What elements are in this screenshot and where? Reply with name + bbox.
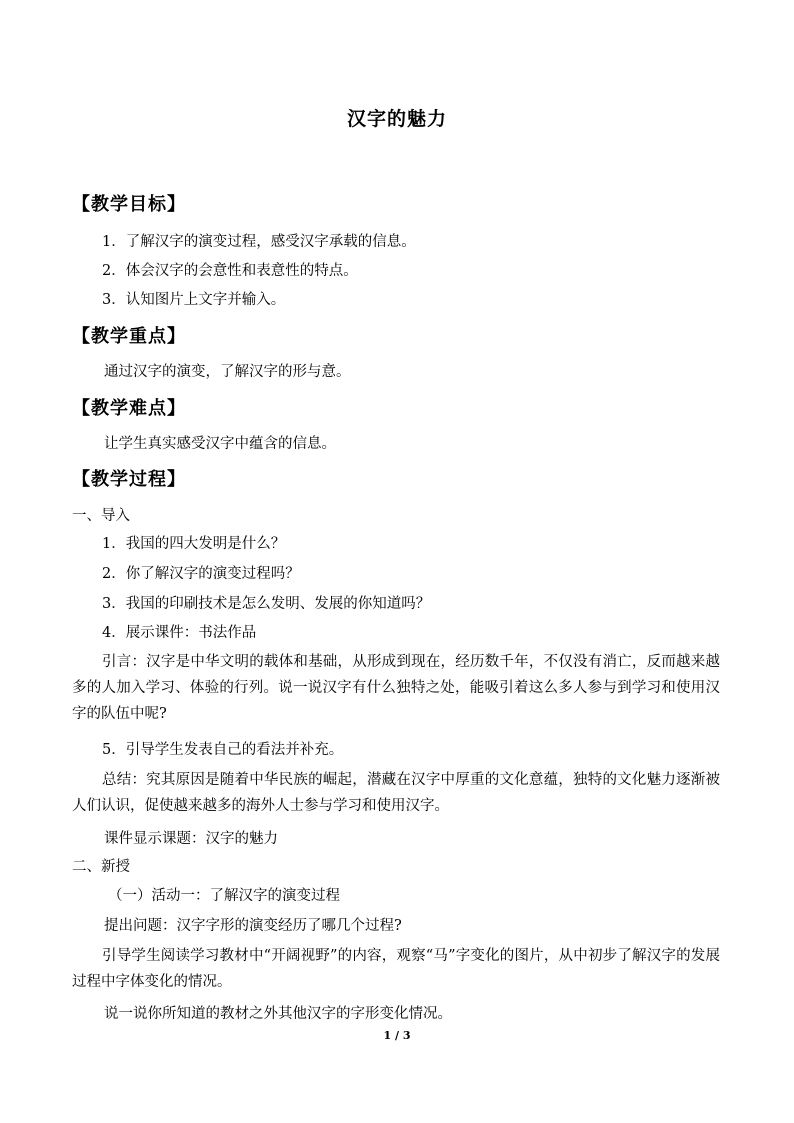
goal-item-3: 3．认知图片上文字并输入。 xyxy=(102,292,286,308)
part2-heading: 二、新授 xyxy=(72,859,130,875)
heading-process: 【教学过程】 xyxy=(72,469,186,490)
heading-key-points: 【教学重点】 xyxy=(72,326,186,347)
guide-paragraph: 引导学生阅读学习教材中“开阔视野”的内容，观察“马”字变化的图片，从中初步了解汉字的发展过程中字体变化的情况。 xyxy=(72,948,720,990)
page-number: 1 / 3 xyxy=(383,1029,411,1042)
part1-item-4: 4．展示课件：书法作品 xyxy=(102,625,257,641)
part1-heading: 一、导入 xyxy=(72,508,130,524)
part1-item-5: 5．引导学生发表自己的看法并补充。 xyxy=(102,742,344,758)
part1-item-1: 1．我国的四大发明是什么？ xyxy=(102,536,286,552)
intro-paragraph: 引言：汉字是中华文明的载体和基础，从形成到现在，经历数千年，不仅没有消亡，反而越来越多的人加入学习、体验的行列。说一说汉字有什么独特之处，能吸引着这么多人参与到学习和使用汉字的队伍中呢? xyxy=(72,654,720,722)
document-title: 汉字的魅力 xyxy=(346,108,447,130)
activity-1-heading: （一）活动一：了解汉字的演变过程 xyxy=(108,888,340,904)
heading-difficulties: 【教学难点】 xyxy=(72,398,186,419)
part1-item-2: 2．你了解汉字的演变过程吗？ xyxy=(102,566,300,582)
heading-teaching-goals: 【教学目标】 xyxy=(72,194,186,215)
goal-item-1: 1．了解汉字的演变过程，感受汉字承载的信息。 xyxy=(102,234,416,250)
discuss-line: 说一说你所知道的教材之外其他汉字的字形变化情况。 xyxy=(104,1006,452,1022)
goal-item-2: 2．体会汉字的会意性和表意性的特点。 xyxy=(102,263,358,279)
courseware-line: 课件显示课题：汉字的魅力 xyxy=(104,831,278,847)
summary-paragraph: 总结：究其原因是随着中华民族的崛起，潜藏在汉字中厚重的文化意蕴，独特的文化魅力逐渐被人们认识，促使越来越多的海外人士参与学习和使用汉字。 xyxy=(72,772,720,814)
difficulties-text: 让学生真实感受汉字中蕴含的信息。 xyxy=(104,436,336,452)
key-points-text: 通过汉字的演变，了解汉字的形与意。 xyxy=(104,364,351,380)
part1-item-3: 3．我国的印刷技术是怎么发明、发展的你知道吗？ xyxy=(102,596,431,612)
question-line: 提出问题：汉字字形的演变经历了哪几个过程? xyxy=(104,918,402,934)
